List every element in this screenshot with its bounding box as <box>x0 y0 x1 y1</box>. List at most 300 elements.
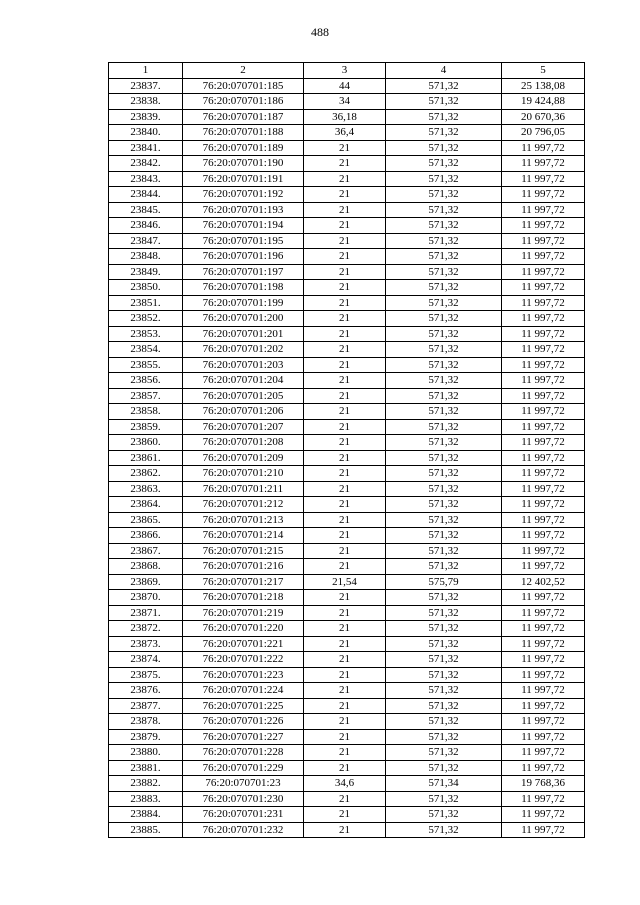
row-number-cell: 23854. <box>109 342 183 358</box>
rate-cell: 571,32 <box>386 745 502 761</box>
area-cell: 21 <box>304 543 386 559</box>
row-number-cell: 23872. <box>109 621 183 637</box>
area-cell: 21 <box>304 822 386 838</box>
cadastral-number-cell: 76:20:070701:223 <box>183 667 304 683</box>
row-number-cell: 23881. <box>109 760 183 776</box>
amount-cell: 11 997,72 <box>502 807 585 823</box>
row-number-cell: 23843. <box>109 171 183 187</box>
cadastral-number-cell: 76:20:070701:213 <box>183 512 304 528</box>
amount-cell: 11 997,72 <box>502 698 585 714</box>
area-cell: 21 <box>304 373 386 389</box>
area-cell: 21 <box>304 249 386 265</box>
table-row <box>109 264 585 280</box>
amount-cell: 11 997,72 <box>502 156 585 172</box>
row-number-cell: 23865. <box>109 512 183 528</box>
amount-cell: 11 997,72 <box>502 171 585 187</box>
cadastral-number-cell: 76:20:070701:206 <box>183 404 304 420</box>
rate-cell: 571,32 <box>386 218 502 234</box>
table-row <box>109 807 585 823</box>
rate-cell: 575,79 <box>386 574 502 590</box>
rate-cell: 571,32 <box>386 450 502 466</box>
table-row <box>109 822 585 838</box>
row-number-cell: 23860. <box>109 435 183 451</box>
cadastral-number-cell: 76:20:070701:199 <box>183 295 304 311</box>
area-cell: 21 <box>304 698 386 714</box>
area-cell: 21 <box>304 156 386 172</box>
row-number-cell: 23857. <box>109 388 183 404</box>
rate-cell: 571,32 <box>386 202 502 218</box>
cadastral-number-cell: 76:20:070701:211 <box>183 481 304 497</box>
amount-cell: 11 997,72 <box>502 605 585 621</box>
rate-cell: 571,32 <box>386 760 502 776</box>
table-row <box>109 125 585 141</box>
rate-cell: 571,32 <box>386 109 502 125</box>
amount-cell: 11 997,72 <box>502 388 585 404</box>
area-cell: 21 <box>304 590 386 606</box>
table-row <box>109 729 585 745</box>
table-row <box>109 481 585 497</box>
amount-cell: 11 997,72 <box>502 187 585 203</box>
table-row <box>109 326 585 342</box>
table-row <box>109 78 585 94</box>
amount-cell: 12 402,52 <box>502 574 585 590</box>
area-cell: 21 <box>304 311 386 327</box>
row-number-cell: 23874. <box>109 652 183 668</box>
amount-cell: 11 997,72 <box>502 450 585 466</box>
area-cell: 21,54 <box>304 574 386 590</box>
row-number-cell: 23882. <box>109 776 183 792</box>
cadastral-number-cell: 76:20:070701:212 <box>183 497 304 513</box>
rate-cell: 571,32 <box>386 156 502 172</box>
cadastral-number-cell: 76:20:070701:222 <box>183 652 304 668</box>
cadastral-number-cell: 76:20:070701:192 <box>183 187 304 203</box>
rate-cell: 571,32 <box>386 326 502 342</box>
cadastral-number-cell: 76:20:070701:227 <box>183 729 304 745</box>
row-number-cell: 23869. <box>109 574 183 590</box>
amount-cell: 11 997,72 <box>502 264 585 280</box>
row-number-cell: 23849. <box>109 264 183 280</box>
cadastral-number-cell: 76:20:070701:202 <box>183 342 304 358</box>
row-number-cell: 23880. <box>109 745 183 761</box>
amount-cell: 19 424,88 <box>502 94 585 110</box>
cadastral-number-cell: 76:20:070701:201 <box>183 326 304 342</box>
row-number-cell: 23842. <box>109 156 183 172</box>
row-number-cell: 23870. <box>109 590 183 606</box>
cadastral-number-cell: 76:20:070701:232 <box>183 822 304 838</box>
table-row <box>109 512 585 528</box>
area-cell: 21 <box>304 466 386 482</box>
rate-cell: 571,32 <box>386 404 502 420</box>
table-row <box>109 667 585 683</box>
amount-cell: 11 997,72 <box>502 466 585 482</box>
amount-cell: 11 997,72 <box>502 729 585 745</box>
amount-cell: 20 670,36 <box>502 109 585 125</box>
area-cell: 21 <box>304 264 386 280</box>
area-cell: 34,6 <box>304 776 386 792</box>
area-cell: 21 <box>304 388 386 404</box>
column-header: 5 <box>502 63 585 79</box>
table-row <box>109 760 585 776</box>
column-header: 2 <box>183 63 304 79</box>
cadastral-number-cell: 76:20:070701:194 <box>183 218 304 234</box>
area-cell: 21 <box>304 559 386 575</box>
area-cell: 21 <box>304 683 386 699</box>
cadastral-number-cell: 76:20:070701:200 <box>183 311 304 327</box>
row-number-cell: 23840. <box>109 125 183 141</box>
rate-cell: 571,32 <box>386 264 502 280</box>
cadastral-number-cell: 76:20:070701:207 <box>183 419 304 435</box>
area-cell: 21 <box>304 404 386 420</box>
row-number-cell: 23859. <box>109 419 183 435</box>
row-number-cell: 23848. <box>109 249 183 265</box>
rate-cell: 571,32 <box>386 791 502 807</box>
area-cell: 21 <box>304 760 386 776</box>
rate-cell: 571,32 <box>386 94 502 110</box>
area-cell: 21 <box>304 497 386 513</box>
amount-cell: 11 997,72 <box>502 683 585 699</box>
amount-cell: 11 997,72 <box>502 528 585 544</box>
row-number-cell: 23847. <box>109 233 183 249</box>
area-cell: 21 <box>304 233 386 249</box>
row-number-cell: 23863. <box>109 481 183 497</box>
cadastral-number-cell: 76:20:070701:224 <box>183 683 304 699</box>
column-header: 1 <box>109 63 183 79</box>
row-number-cell: 23884. <box>109 807 183 823</box>
row-number-cell: 23862. <box>109 466 183 482</box>
amount-cell: 11 997,72 <box>502 404 585 420</box>
rate-cell: 571,32 <box>386 636 502 652</box>
table-row <box>109 528 585 544</box>
table-row <box>109 311 585 327</box>
amount-cell: 11 997,72 <box>502 218 585 234</box>
area-cell: 21 <box>304 140 386 156</box>
table-header-row <box>109 63 585 79</box>
amount-cell: 11 997,72 <box>502 760 585 776</box>
table-row <box>109 171 585 187</box>
row-number-cell: 23851. <box>109 295 183 311</box>
cadastral-number-cell: 76:20:070701:195 <box>183 233 304 249</box>
table-row <box>109 497 585 513</box>
amount-cell: 11 997,72 <box>502 652 585 668</box>
table-row <box>109 714 585 730</box>
amount-cell: 11 997,72 <box>502 311 585 327</box>
rate-cell: 571,32 <box>386 78 502 94</box>
row-number-cell: 23866. <box>109 528 183 544</box>
table-row <box>109 621 585 637</box>
row-number-cell: 23837. <box>109 78 183 94</box>
table-row <box>109 342 585 358</box>
amount-cell: 11 997,72 <box>502 481 585 497</box>
rate-cell: 571,32 <box>386 559 502 575</box>
amount-cell: 11 997,72 <box>502 590 585 606</box>
rate-cell: 571,32 <box>386 342 502 358</box>
rate-cell: 571,32 <box>386 652 502 668</box>
rate-cell: 571,32 <box>386 807 502 823</box>
area-cell: 21 <box>304 528 386 544</box>
rate-cell: 571,32 <box>386 481 502 497</box>
table-row <box>109 683 585 699</box>
cadastral-number-cell: 76:20:070701:215 <box>183 543 304 559</box>
area-cell: 21 <box>304 326 386 342</box>
amount-cell: 11 997,72 <box>502 357 585 373</box>
area-cell: 21 <box>304 450 386 466</box>
area-cell: 21 <box>304 342 386 358</box>
table-row <box>109 187 585 203</box>
table-row <box>109 791 585 807</box>
rate-cell: 571,34 <box>386 776 502 792</box>
row-number-cell: 23878. <box>109 714 183 730</box>
rate-cell: 571,32 <box>386 714 502 730</box>
area-cell: 36,18 <box>304 109 386 125</box>
cadastral-number-cell: 76:20:070701:225 <box>183 698 304 714</box>
amount-cell: 11 997,72 <box>502 140 585 156</box>
rate-cell: 571,32 <box>386 512 502 528</box>
cadastral-number-cell: 76:20:070701:229 <box>183 760 304 776</box>
table-row <box>109 745 585 761</box>
rate-cell: 571,32 <box>386 497 502 513</box>
table-row <box>109 94 585 110</box>
table-row <box>109 357 585 373</box>
cadastral-number-cell: 76:20:070701:226 <box>183 714 304 730</box>
area-cell: 21 <box>304 481 386 497</box>
amount-cell: 11 997,72 <box>502 233 585 249</box>
amount-cell: 11 997,72 <box>502 280 585 296</box>
row-number-cell: 23861. <box>109 450 183 466</box>
rate-cell: 571,32 <box>386 621 502 637</box>
table-row <box>109 652 585 668</box>
rate-cell: 571,32 <box>386 419 502 435</box>
table-body <box>109 78 585 838</box>
amount-cell: 11 997,72 <box>502 202 585 218</box>
amount-cell: 20 796,05 <box>502 125 585 141</box>
cadastral-number-cell: 76:20:070701:203 <box>183 357 304 373</box>
table-row <box>109 140 585 156</box>
area-cell: 21 <box>304 667 386 683</box>
row-number-cell: 23883. <box>109 791 183 807</box>
row-number-cell: 23850. <box>109 280 183 296</box>
amount-cell: 11 997,72 <box>502 342 585 358</box>
cadastral-number-cell: 76:20:070701:209 <box>183 450 304 466</box>
amount-cell: 11 997,72 <box>502 791 585 807</box>
amount-cell: 11 997,72 <box>502 373 585 389</box>
area-cell: 21 <box>304 512 386 528</box>
table-row <box>109 435 585 451</box>
rate-cell: 571,32 <box>386 822 502 838</box>
cadastral-number-cell: 76:20:070701:188 <box>183 125 304 141</box>
table-row <box>109 295 585 311</box>
table-row <box>109 156 585 172</box>
row-number-cell: 23875. <box>109 667 183 683</box>
area-cell: 21 <box>304 202 386 218</box>
table-row <box>109 636 585 652</box>
cadastral-number-cell: 76:20:070701:186 <box>183 94 304 110</box>
amount-cell: 11 997,72 <box>502 559 585 575</box>
table-row <box>109 574 585 590</box>
amount-cell: 11 997,72 <box>502 543 585 559</box>
row-number-cell: 23855. <box>109 357 183 373</box>
amount-cell: 11 997,72 <box>502 295 585 311</box>
row-number-cell: 23838. <box>109 94 183 110</box>
rate-cell: 571,32 <box>386 233 502 249</box>
column-header: 3 <box>304 63 386 79</box>
table-row <box>109 218 585 234</box>
area-cell: 21 <box>304 807 386 823</box>
cadastral-number-cell: 76:20:070701:197 <box>183 264 304 280</box>
area-cell: 36,4 <box>304 125 386 141</box>
row-number-cell: 23876. <box>109 683 183 699</box>
cadastral-number-cell: 76:20:070701:193 <box>183 202 304 218</box>
area-cell: 21 <box>304 605 386 621</box>
table-row <box>109 466 585 482</box>
amount-cell: 11 997,72 <box>502 512 585 528</box>
rate-cell: 571,32 <box>386 373 502 389</box>
amount-cell: 11 997,72 <box>502 667 585 683</box>
table-row <box>109 605 585 621</box>
cadastral-number-cell: 76:20:070701:190 <box>183 156 304 172</box>
cadastral-number-cell: 76:20:070701:217 <box>183 574 304 590</box>
cadastral-number-cell: 76:20:070701:205 <box>183 388 304 404</box>
area-cell: 21 <box>304 729 386 745</box>
table-row <box>109 419 585 435</box>
row-number-cell: 23841. <box>109 140 183 156</box>
cadastral-number-cell: 76:20:070701:219 <box>183 605 304 621</box>
cadastral-number-cell: 76:20:070701:191 <box>183 171 304 187</box>
amount-cell: 11 997,72 <box>502 435 585 451</box>
amount-cell: 19 768,36 <box>502 776 585 792</box>
area-cell: 21 <box>304 419 386 435</box>
row-number-cell: 23877. <box>109 698 183 714</box>
cadastral-number-cell: 76:20:070701:216 <box>183 559 304 575</box>
row-number-cell: 23871. <box>109 605 183 621</box>
row-number-cell: 23885. <box>109 822 183 838</box>
row-number-cell: 23852. <box>109 311 183 327</box>
row-number-cell: 23853. <box>109 326 183 342</box>
amount-cell: 11 997,72 <box>502 497 585 513</box>
amount-cell: 11 997,72 <box>502 249 585 265</box>
row-number-cell: 23846. <box>109 218 183 234</box>
row-number-cell: 23844. <box>109 187 183 203</box>
rate-cell: 571,32 <box>386 311 502 327</box>
amount-cell: 11 997,72 <box>502 326 585 342</box>
table-row <box>109 590 585 606</box>
cadastral-number-cell: 76:20:070701:221 <box>183 636 304 652</box>
rate-cell: 571,32 <box>386 295 502 311</box>
cadastral-number-cell: 76:20:070701:185 <box>183 78 304 94</box>
row-number-cell: 23856. <box>109 373 183 389</box>
rate-cell: 571,32 <box>386 435 502 451</box>
cadastral-number-cell: 76:20:070701:23 <box>183 776 304 792</box>
table-row <box>109 109 585 125</box>
area-cell: 21 <box>304 652 386 668</box>
area-cell: 21 <box>304 714 386 730</box>
rate-cell: 571,32 <box>386 171 502 187</box>
area-cell: 21 <box>304 745 386 761</box>
table-row <box>109 450 585 466</box>
area-cell: 21 <box>304 218 386 234</box>
rate-cell: 571,32 <box>386 249 502 265</box>
row-number-cell: 23858. <box>109 404 183 420</box>
cadastral-number-cell: 76:20:070701:204 <box>183 373 304 389</box>
table-row <box>109 559 585 575</box>
table-row <box>109 202 585 218</box>
cadastral-number-cell: 76:20:070701:218 <box>183 590 304 606</box>
cadastral-number-cell: 76:20:070701:214 <box>183 528 304 544</box>
area-cell: 21 <box>304 435 386 451</box>
rate-cell: 571,32 <box>386 729 502 745</box>
rate-cell: 571,32 <box>386 683 502 699</box>
area-cell: 21 <box>304 791 386 807</box>
row-number-cell: 23868. <box>109 559 183 575</box>
rate-cell: 571,32 <box>386 698 502 714</box>
area-cell: 21 <box>304 171 386 187</box>
page-number: 488 <box>311 25 329 39</box>
row-number-cell: 23864. <box>109 497 183 513</box>
cadastral-number-cell: 76:20:070701:210 <box>183 466 304 482</box>
table-row <box>109 388 585 404</box>
area-cell: 34 <box>304 94 386 110</box>
cadastral-number-cell: 76:20:070701:208 <box>183 435 304 451</box>
table-row <box>109 249 585 265</box>
rate-cell: 571,32 <box>386 543 502 559</box>
area-cell: 21 <box>304 295 386 311</box>
table-row <box>109 776 585 792</box>
cadastral-number-cell: 76:20:070701:187 <box>183 109 304 125</box>
cadastral-number-cell: 76:20:070701:196 <box>183 249 304 265</box>
cadastral-number-cell: 76:20:070701:228 <box>183 745 304 761</box>
rate-cell: 571,32 <box>386 357 502 373</box>
amount-cell: 11 997,72 <box>502 745 585 761</box>
row-number-cell: 23845. <box>109 202 183 218</box>
amount-cell: 25 138,08 <box>502 78 585 94</box>
rate-cell: 571,32 <box>386 528 502 544</box>
amount-cell: 11 997,72 <box>502 822 585 838</box>
rate-cell: 571,32 <box>386 590 502 606</box>
column-header: 4 <box>386 63 502 79</box>
amount-cell: 11 997,72 <box>502 636 585 652</box>
table-row <box>109 543 585 559</box>
row-number-cell: 23873. <box>109 636 183 652</box>
cadastral-number-cell: 76:20:070701:198 <box>183 280 304 296</box>
rate-cell: 571,32 <box>386 125 502 141</box>
table-row <box>109 698 585 714</box>
rate-cell: 571,32 <box>386 605 502 621</box>
area-cell: 44 <box>304 78 386 94</box>
rate-cell: 571,32 <box>386 140 502 156</box>
rate-cell: 571,32 <box>386 187 502 203</box>
area-cell: 21 <box>304 357 386 373</box>
rate-cell: 571,32 <box>386 667 502 683</box>
table-row <box>109 233 585 249</box>
rate-cell: 571,32 <box>386 466 502 482</box>
table-row <box>109 404 585 420</box>
area-cell: 21 <box>304 621 386 637</box>
rate-cell: 571,32 <box>386 388 502 404</box>
cadastral-number-cell: 76:20:070701:230 <box>183 791 304 807</box>
table-row <box>109 373 585 389</box>
amount-cell: 11 997,72 <box>502 419 585 435</box>
area-cell: 21 <box>304 636 386 652</box>
cadastral-number-cell: 76:20:070701:231 <box>183 807 304 823</box>
row-number-cell: 23839. <box>109 109 183 125</box>
area-cell: 21 <box>304 187 386 203</box>
amount-cell: 11 997,72 <box>502 621 585 637</box>
cadastral-number-cell: 76:20:070701:220 <box>183 621 304 637</box>
table-row <box>109 280 585 296</box>
rate-cell: 571,32 <box>386 280 502 296</box>
data-table <box>108 62 585 838</box>
row-number-cell: 23879. <box>109 729 183 745</box>
amount-cell: 11 997,72 <box>502 714 585 730</box>
